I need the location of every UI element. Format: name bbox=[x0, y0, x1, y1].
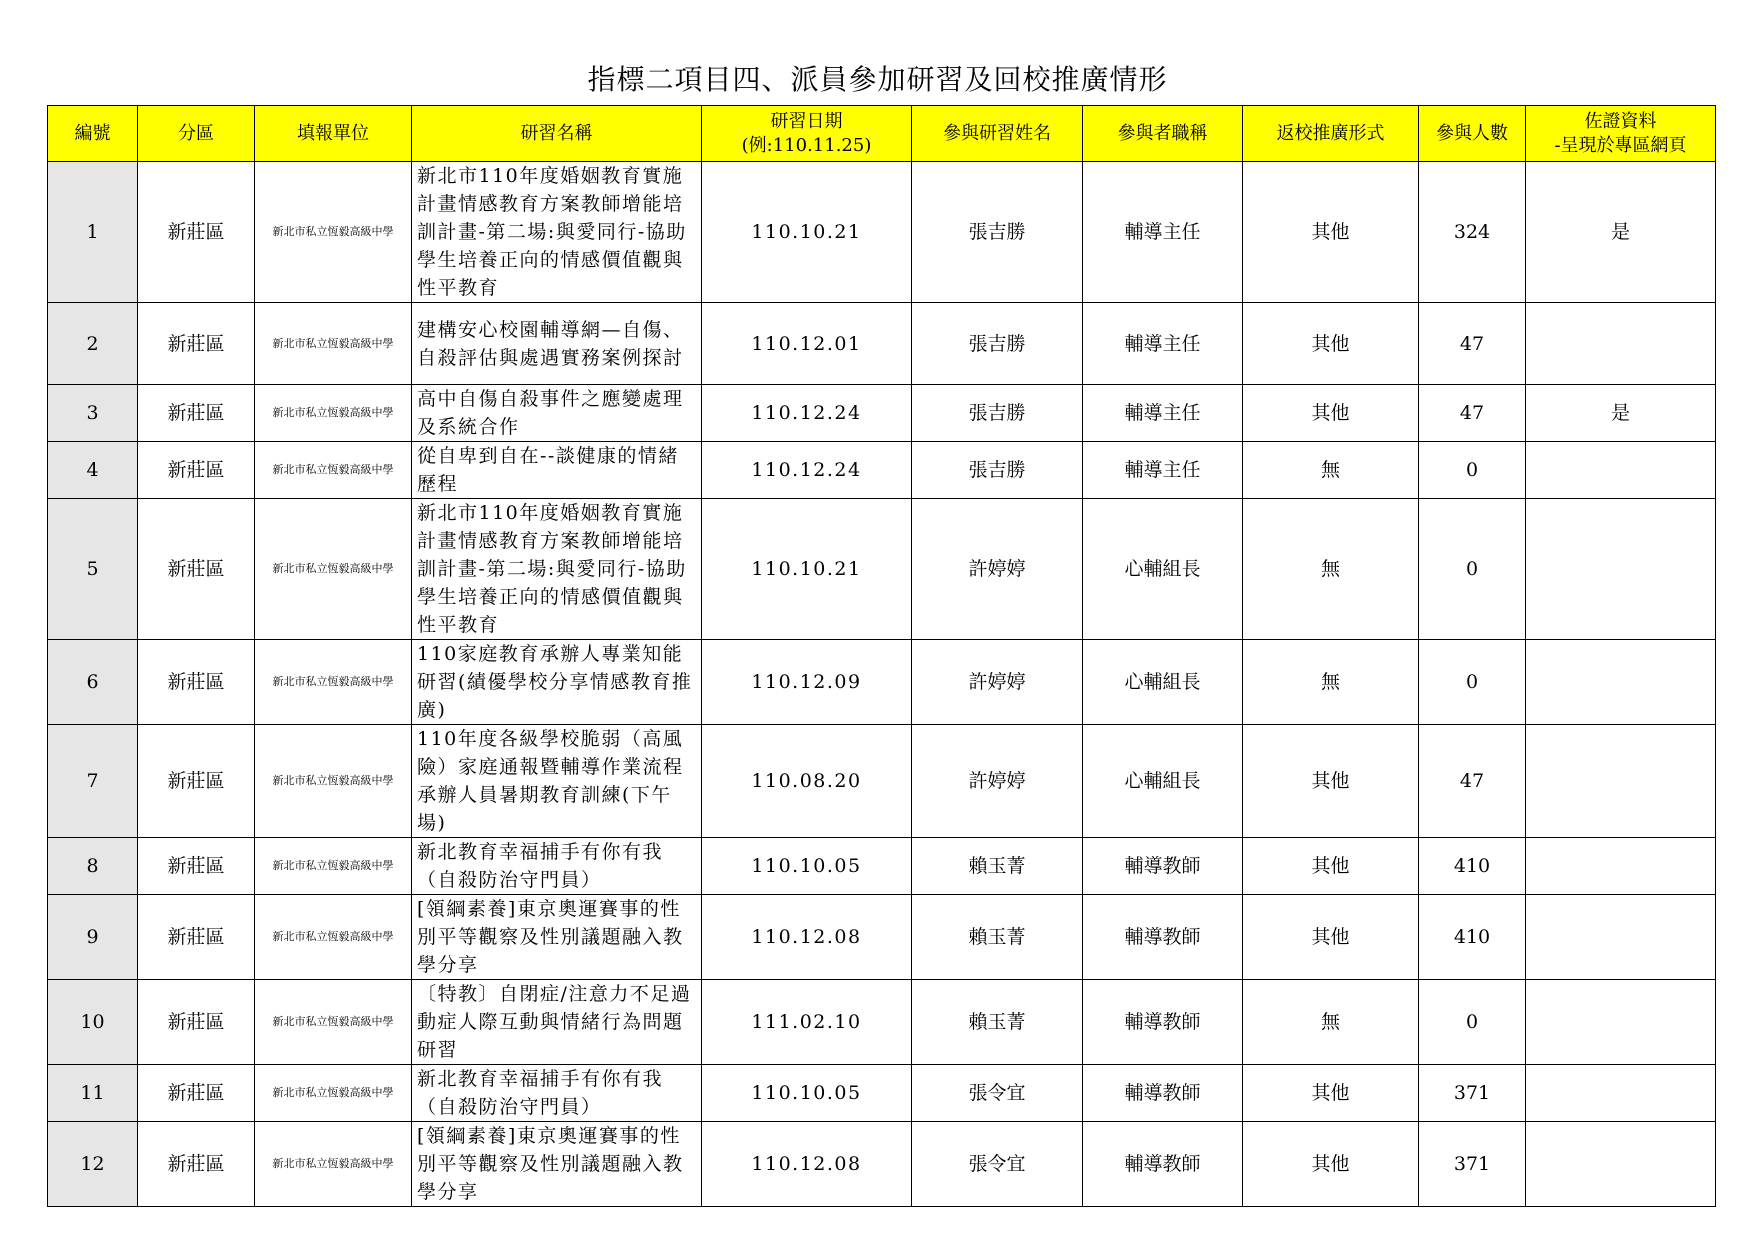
cell-date: 110.10.21 bbox=[702, 499, 912, 640]
cell-unit: 新北市私立恆毅高級中學 bbox=[255, 162, 412, 303]
cell-unit: 新北市私立恆毅高級中學 bbox=[255, 980, 412, 1065]
header-evidence-line1: 佐證資料 bbox=[1584, 110, 1657, 132]
cell-no: 9 bbox=[48, 895, 138, 980]
cell-count: 324 bbox=[1419, 162, 1526, 303]
cell-position: 輔導教師 bbox=[1083, 838, 1243, 895]
cell-date: 111.02.10 bbox=[702, 980, 912, 1065]
cell-participant: 許婷婷 bbox=[912, 640, 1083, 725]
cell-training-name: 新北市110年度婚姻教育實施計畫情感教育方案教師增能培訓計畫-第二場:與愛同行-協助學生培養正向的情感價值觀與性平教育 bbox=[412, 162, 702, 303]
cell-participant: 張吉勝 bbox=[912, 442, 1083, 499]
cell-date: 110.10.21 bbox=[702, 162, 912, 303]
cell-participant: 賴玉菁 bbox=[912, 838, 1083, 895]
cell-evidence bbox=[1526, 442, 1716, 499]
cell-unit: 新北市私立恆毅高級中學 bbox=[255, 303, 412, 385]
cell-promotion: 其他 bbox=[1243, 895, 1419, 980]
cell-participant: 張令宜 bbox=[912, 1122, 1083, 1207]
cell-promotion: 其他 bbox=[1243, 303, 1419, 385]
table-row bbox=[48, 385, 1716, 442]
header-no: 編號 bbox=[48, 106, 138, 162]
cell-unit: 新北市私立恆毅高級中學 bbox=[255, 499, 412, 640]
cell-evidence bbox=[1526, 303, 1716, 385]
cell-district: 新莊區 bbox=[138, 980, 255, 1065]
cell-training-name: 新北教育幸福捕手有你有我（自殺防治守門員） bbox=[412, 1065, 702, 1122]
cell-promotion: 其他 bbox=[1243, 1065, 1419, 1122]
cell-count: 0 bbox=[1419, 640, 1526, 725]
cell-position: 輔導主任 bbox=[1083, 162, 1243, 303]
cell-no: 11 bbox=[48, 1065, 138, 1122]
cell-unit: 新北市私立恆毅高級中學 bbox=[255, 725, 412, 838]
cell-count: 371 bbox=[1419, 1122, 1526, 1207]
cell-participant: 賴玉菁 bbox=[912, 895, 1083, 980]
cell-count: 371 bbox=[1419, 1065, 1526, 1122]
cell-promotion: 無 bbox=[1243, 442, 1419, 499]
cell-position: 心輔組長 bbox=[1083, 499, 1243, 640]
cell-evidence bbox=[1526, 895, 1716, 980]
cell-district: 新莊區 bbox=[138, 838, 255, 895]
cell-training-name: 110家庭教育承辦人專業知能研習(績優學校分享情感教育推廣) bbox=[412, 640, 702, 725]
header-date bbox=[702, 106, 912, 162]
cell-position: 輔導主任 bbox=[1083, 442, 1243, 499]
cell-training-name: 新北市110年度婚姻教育實施計畫情感教育方案教師增能培訓計畫-第二場:與愛同行-協助學生培養正向的情感價值觀與性平教育 bbox=[412, 499, 702, 640]
header-promotion: 返校推廣形式 bbox=[1243, 106, 1419, 162]
cell-count: 47 bbox=[1419, 303, 1526, 385]
cell-no: 10 bbox=[48, 980, 138, 1065]
cell-date: 110.12.24 bbox=[702, 385, 912, 442]
cell-no: 5 bbox=[48, 499, 138, 640]
cell-promotion: 其他 bbox=[1243, 162, 1419, 303]
cell-position: 輔導教師 bbox=[1083, 1065, 1243, 1122]
header-training-name: 研習名稱 bbox=[412, 106, 702, 162]
cell-no: 3 bbox=[48, 385, 138, 442]
cell-promotion: 其他 bbox=[1243, 1122, 1419, 1207]
cell-participant: 張吉勝 bbox=[912, 385, 1083, 442]
cell-date: 110.10.05 bbox=[702, 838, 912, 895]
cell-promotion: 無 bbox=[1243, 980, 1419, 1065]
cell-district: 新莊區 bbox=[138, 442, 255, 499]
cell-no: 6 bbox=[48, 640, 138, 725]
cell-count: 0 bbox=[1419, 442, 1526, 499]
cell-evidence: 是 bbox=[1526, 162, 1716, 303]
cell-position: 輔導主任 bbox=[1083, 303, 1243, 385]
cell-date: 110.12.24 bbox=[702, 442, 912, 499]
cell-no: 8 bbox=[48, 838, 138, 895]
cell-participant: 許婷婷 bbox=[912, 499, 1083, 640]
cell-participant: 張令宜 bbox=[912, 1065, 1083, 1122]
cell-count: 47 bbox=[1419, 385, 1526, 442]
cell-evidence bbox=[1526, 640, 1716, 725]
header-position: 參與者職稱 bbox=[1083, 106, 1243, 162]
header-date-line2: (例:110.11.25) bbox=[741, 134, 872, 156]
table-row bbox=[48, 895, 1716, 980]
header-date-line1: 研習日期 bbox=[770, 110, 843, 132]
cell-date: 110.12.08 bbox=[702, 895, 912, 980]
cell-evidence bbox=[1526, 838, 1716, 895]
cell-evidence: 是 bbox=[1526, 385, 1716, 442]
cell-participant: 許婷婷 bbox=[912, 725, 1083, 838]
table-row bbox=[48, 725, 1716, 838]
cell-promotion: 無 bbox=[1243, 499, 1419, 640]
cell-date: 110.08.20 bbox=[702, 725, 912, 838]
cell-district: 新莊區 bbox=[138, 640, 255, 725]
header-district: 分區 bbox=[138, 106, 255, 162]
cell-evidence bbox=[1526, 980, 1716, 1065]
cell-evidence bbox=[1526, 1065, 1716, 1122]
cell-count: 410 bbox=[1419, 895, 1526, 980]
table-row bbox=[48, 838, 1716, 895]
table-row bbox=[48, 1065, 1716, 1122]
cell-date: 110.12.01 bbox=[702, 303, 912, 385]
cell-no: 12 bbox=[48, 1122, 138, 1207]
cell-position: 輔導教師 bbox=[1083, 895, 1243, 980]
table-body bbox=[48, 162, 1716, 1207]
cell-district: 新莊區 bbox=[138, 162, 255, 303]
cell-promotion: 其他 bbox=[1243, 385, 1419, 442]
cell-promotion: 其他 bbox=[1243, 725, 1419, 838]
cell-evidence bbox=[1526, 725, 1716, 838]
cell-date: 110.12.09 bbox=[702, 640, 912, 725]
cell-training-name: [領綱素養]東京奧運賽事的性別平等觀察及性別議題融入教學分享 bbox=[412, 895, 702, 980]
cell-training-name: 高中自傷自殺事件之應變處理及系統合作 bbox=[412, 385, 702, 442]
cell-district: 新莊區 bbox=[138, 499, 255, 640]
cell-participant: 張吉勝 bbox=[912, 162, 1083, 303]
cell-no: 1 bbox=[48, 162, 138, 303]
cell-no: 4 bbox=[48, 442, 138, 499]
cell-count: 0 bbox=[1419, 499, 1526, 640]
cell-date: 110.12.08 bbox=[702, 1122, 912, 1207]
header-participant: 參與研習姓名 bbox=[912, 106, 1083, 162]
cell-participant: 賴玉菁 bbox=[912, 980, 1083, 1065]
table-row bbox=[48, 442, 1716, 499]
cell-training-name: 新北教育幸福捕手有你有我（自殺防治守門員） bbox=[412, 838, 702, 895]
cell-evidence bbox=[1526, 499, 1716, 640]
cell-evidence bbox=[1526, 1122, 1716, 1207]
table-row bbox=[48, 1122, 1716, 1207]
cell-district: 新莊區 bbox=[138, 895, 255, 980]
table-header bbox=[48, 106, 1716, 162]
cell-district: 新莊區 bbox=[138, 303, 255, 385]
cell-training-name: 110年度各級學校脆弱（高風險）家庭通報暨輔導作業流程承辦人員暑期教育訓練(下午場) bbox=[412, 725, 702, 838]
training-report-table bbox=[47, 105, 1716, 1207]
cell-district: 新莊區 bbox=[138, 1122, 255, 1207]
cell-promotion: 無 bbox=[1243, 640, 1419, 725]
cell-no: 7 bbox=[48, 725, 138, 838]
cell-promotion: 其他 bbox=[1243, 838, 1419, 895]
cell-training-name: 從自卑到自在--談健康的情緒歷程 bbox=[412, 442, 702, 499]
table-row bbox=[48, 640, 1716, 725]
cell-position: 輔導教師 bbox=[1083, 980, 1243, 1065]
table-row bbox=[48, 303, 1716, 385]
cell-unit: 新北市私立恆毅高級中學 bbox=[255, 442, 412, 499]
cell-district: 新莊區 bbox=[138, 385, 255, 442]
header-evidence bbox=[1526, 106, 1716, 162]
header-unit: 填報單位 bbox=[255, 106, 412, 162]
cell-district: 新莊區 bbox=[138, 725, 255, 838]
cell-training-name: [領綱素養]東京奧運賽事的性別平等觀察及性別議題融入教學分享 bbox=[412, 1122, 702, 1207]
cell-participant: 張吉勝 bbox=[912, 303, 1083, 385]
cell-no: 2 bbox=[48, 303, 138, 385]
table-row bbox=[48, 162, 1716, 303]
cell-date: 110.10.05 bbox=[702, 1065, 912, 1122]
cell-unit: 新北市私立恆毅高級中學 bbox=[255, 385, 412, 442]
table-row bbox=[48, 980, 1716, 1065]
cell-unit: 新北市私立恆毅高級中學 bbox=[255, 1122, 412, 1207]
cell-count: 0 bbox=[1419, 980, 1526, 1065]
cell-unit: 新北市私立恆毅高級中學 bbox=[255, 640, 412, 725]
cell-unit: 新北市私立恆毅高級中學 bbox=[255, 895, 412, 980]
cell-position: 心輔組長 bbox=[1083, 640, 1243, 725]
cell-position: 輔導教師 bbox=[1083, 1122, 1243, 1207]
cell-training-name: 建構安心校園輔導網—自傷、自殺評估與處遇實務案例探討 bbox=[412, 303, 702, 385]
cell-position: 心輔組長 bbox=[1083, 725, 1243, 838]
header-count: 參與人數 bbox=[1419, 106, 1526, 162]
cell-count: 410 bbox=[1419, 838, 1526, 895]
header-evidence-line2: -呈現於專區網頁 bbox=[1554, 134, 1687, 156]
table-row bbox=[48, 499, 1716, 640]
cell-district: 新莊區 bbox=[138, 1065, 255, 1122]
cell-position: 輔導主任 bbox=[1083, 385, 1243, 442]
cell-training-name: 〔特教〕自閉症/注意力不足過動症人際互動與情緒行為問題研習 bbox=[412, 980, 702, 1065]
cell-count: 47 bbox=[1419, 725, 1526, 838]
page-title: 指標二項目四、派員參加研習及回校推廣情形 bbox=[587, 63, 1168, 96]
cell-unit: 新北市私立恆毅高級中學 bbox=[255, 1065, 412, 1122]
cell-unit: 新北市私立恆毅高級中學 bbox=[255, 838, 412, 895]
